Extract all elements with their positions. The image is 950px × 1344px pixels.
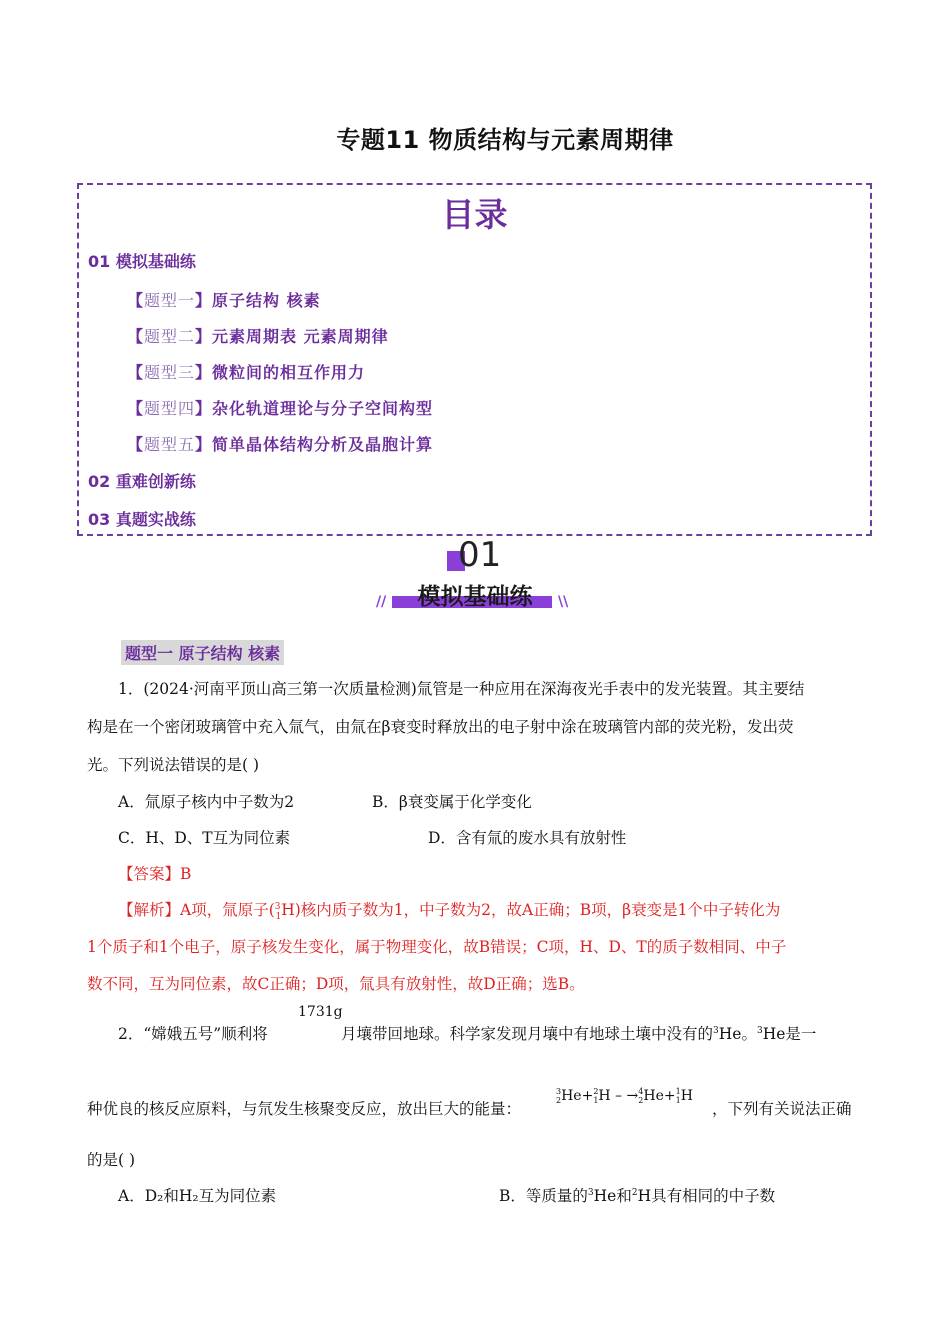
toc-item-kind: 题型三 xyxy=(144,363,196,382)
toc-heading: 目录 xyxy=(441,195,508,234)
q1-stem-line-2: 构是在一个密闭玻璃管中充入氚气，由氚在β衰变时释放出的电子射中涂在玻璃管内部的荧光粉，发出荧 xyxy=(87,718,794,736)
q2-option-a: A．D₂和H₂互为同位素 xyxy=(118,1187,277,1205)
table-of-contents xyxy=(77,183,872,536)
toc-item-kind: 题型一 xyxy=(144,291,196,310)
slash-left-icon: // xyxy=(376,594,387,610)
banner-number: 01 xyxy=(458,535,502,575)
toc-item-2[interactable]: 【题型二】元素周期表 元素周期律 xyxy=(127,327,389,346)
banner-title: 模拟基础练 xyxy=(417,584,533,610)
q1-option-b: B．β衰变属于化学变化 xyxy=(372,793,532,811)
q1-option-c: C．H、D、T互为同位素 xyxy=(118,829,291,847)
toc-item-1[interactable]: 【题型一】原子结构 核素 xyxy=(127,291,321,310)
q2-nuclear-equation: 3 2He+2 1H – →4 2He+1 1H xyxy=(556,1087,693,1105)
analysis-label: 【解析】 xyxy=(118,901,181,919)
slash-right-icon: \\ xyxy=(558,594,569,610)
q2-stem-line-1b: 月壤带回地球。科学家发现月壤中有地球土壤中没有的$^3$He。$^3$He是一 xyxy=(341,1025,817,1043)
q2-stem-line-1a: 2．“嫦娥五号”顺利将 xyxy=(118,1025,268,1043)
q2-option-b-a: B．等质量的 xyxy=(499,1187,588,1205)
toc-item-3[interactable]: 【题型三】微粒间的相互作用力 xyxy=(127,363,366,382)
question-type-label: 题型一 原子结构 核素 xyxy=(121,640,284,665)
toc-section-1[interactable]: 01 模拟基础练 xyxy=(88,252,196,271)
q2-text-d: He是一 xyxy=(762,1025,817,1043)
analysis-text-b: H)核内质子数为1，中子数为2，故A正确；B项，β衰变是1个中子转化为 xyxy=(281,901,781,919)
toc-item-kind: 题型五 xyxy=(144,435,196,454)
q1-analysis-line-2: 1个质子和1个电子，原子核发生变化，属于物理变化，故B错误；C项，H、D、T的质子数相同、中子 xyxy=(87,938,787,956)
q2-text-c: He。 xyxy=(718,1025,757,1043)
toc-section-2[interactable]: 02 重难创新练 xyxy=(88,472,196,491)
toc-item-4[interactable]: 【题型四】杂化轨道理论与分子空间构型 xyxy=(127,399,434,418)
toc-item-name: 杂化轨道理论与分子空间构型 xyxy=(212,399,434,418)
toc-item-name: 元素周期表 元素周期律 xyxy=(212,327,389,346)
q1-answer: 【答案】B xyxy=(118,865,192,883)
q2-option-b-c: H具有相同的中子数 xyxy=(637,1187,776,1205)
q2-stem-line-2b: ，下列有关说法正确 xyxy=(712,1100,852,1118)
toc-item-kind: 题型四 xyxy=(144,399,196,418)
analysis-text-a: A项，氚原子( xyxy=(180,901,275,919)
toc-item-5[interactable]: 【题型五】简单晶体结构分析及晶胞计算 xyxy=(127,435,434,454)
q2-option-b-b: He和 xyxy=(593,1187,632,1205)
toc-item-kind: 题型二 xyxy=(144,327,196,346)
toc-item-name: 简单晶体结构分析及晶胞计算 xyxy=(212,435,434,454)
q1-stem-line-1: 1．(2024·河南平顶山高三第一次质量检测)氚管是一种应用在深海夜光手表中的发光装置。其主要结 xyxy=(118,680,805,698)
q1-analysis-line-1: 【解析】A项，氚原子($^3_1$H)核内质子数为1，中子数为2，故A正确；B项，β衰变是1个中子转化为 xyxy=(118,901,781,923)
q2-mass-label: 1731g xyxy=(298,1004,343,1020)
q1-analysis-line-3: 数不同，互为同位素，故C正确；D项，氚具有放射性，故D正确；选B。 xyxy=(87,975,585,993)
toc-item-name: 微粒间的相互作用力 xyxy=(212,363,366,382)
q2-stem-line-2a: 种优良的核反应原料，与氘发生核聚变反应，放出巨大的能量： xyxy=(87,1100,522,1118)
q1-option-d: D．含有氚的废水具有放射性 xyxy=(428,829,627,847)
document-title: 专题11 物质结构与元素周期律 xyxy=(336,126,674,154)
q2-text-b: 月壤带回地球。科学家发现月壤中有地球土壤中没有的 xyxy=(341,1025,714,1043)
q2-stem-line-3: 的是( ) xyxy=(87,1151,136,1169)
toc-section-3[interactable]: 03 真题实战练 xyxy=(88,510,196,529)
q1-option-a: A．氚原子核内中子数为2 xyxy=(118,793,295,811)
toc-item-name: 原子结构 核素 xyxy=(212,291,321,310)
q2-option-b: B．等质量的$^3$He和$^2$H具有相同的中子数 xyxy=(499,1187,776,1205)
q1-stem-line-3: 光。下列说法错误的是( ) xyxy=(87,756,260,774)
